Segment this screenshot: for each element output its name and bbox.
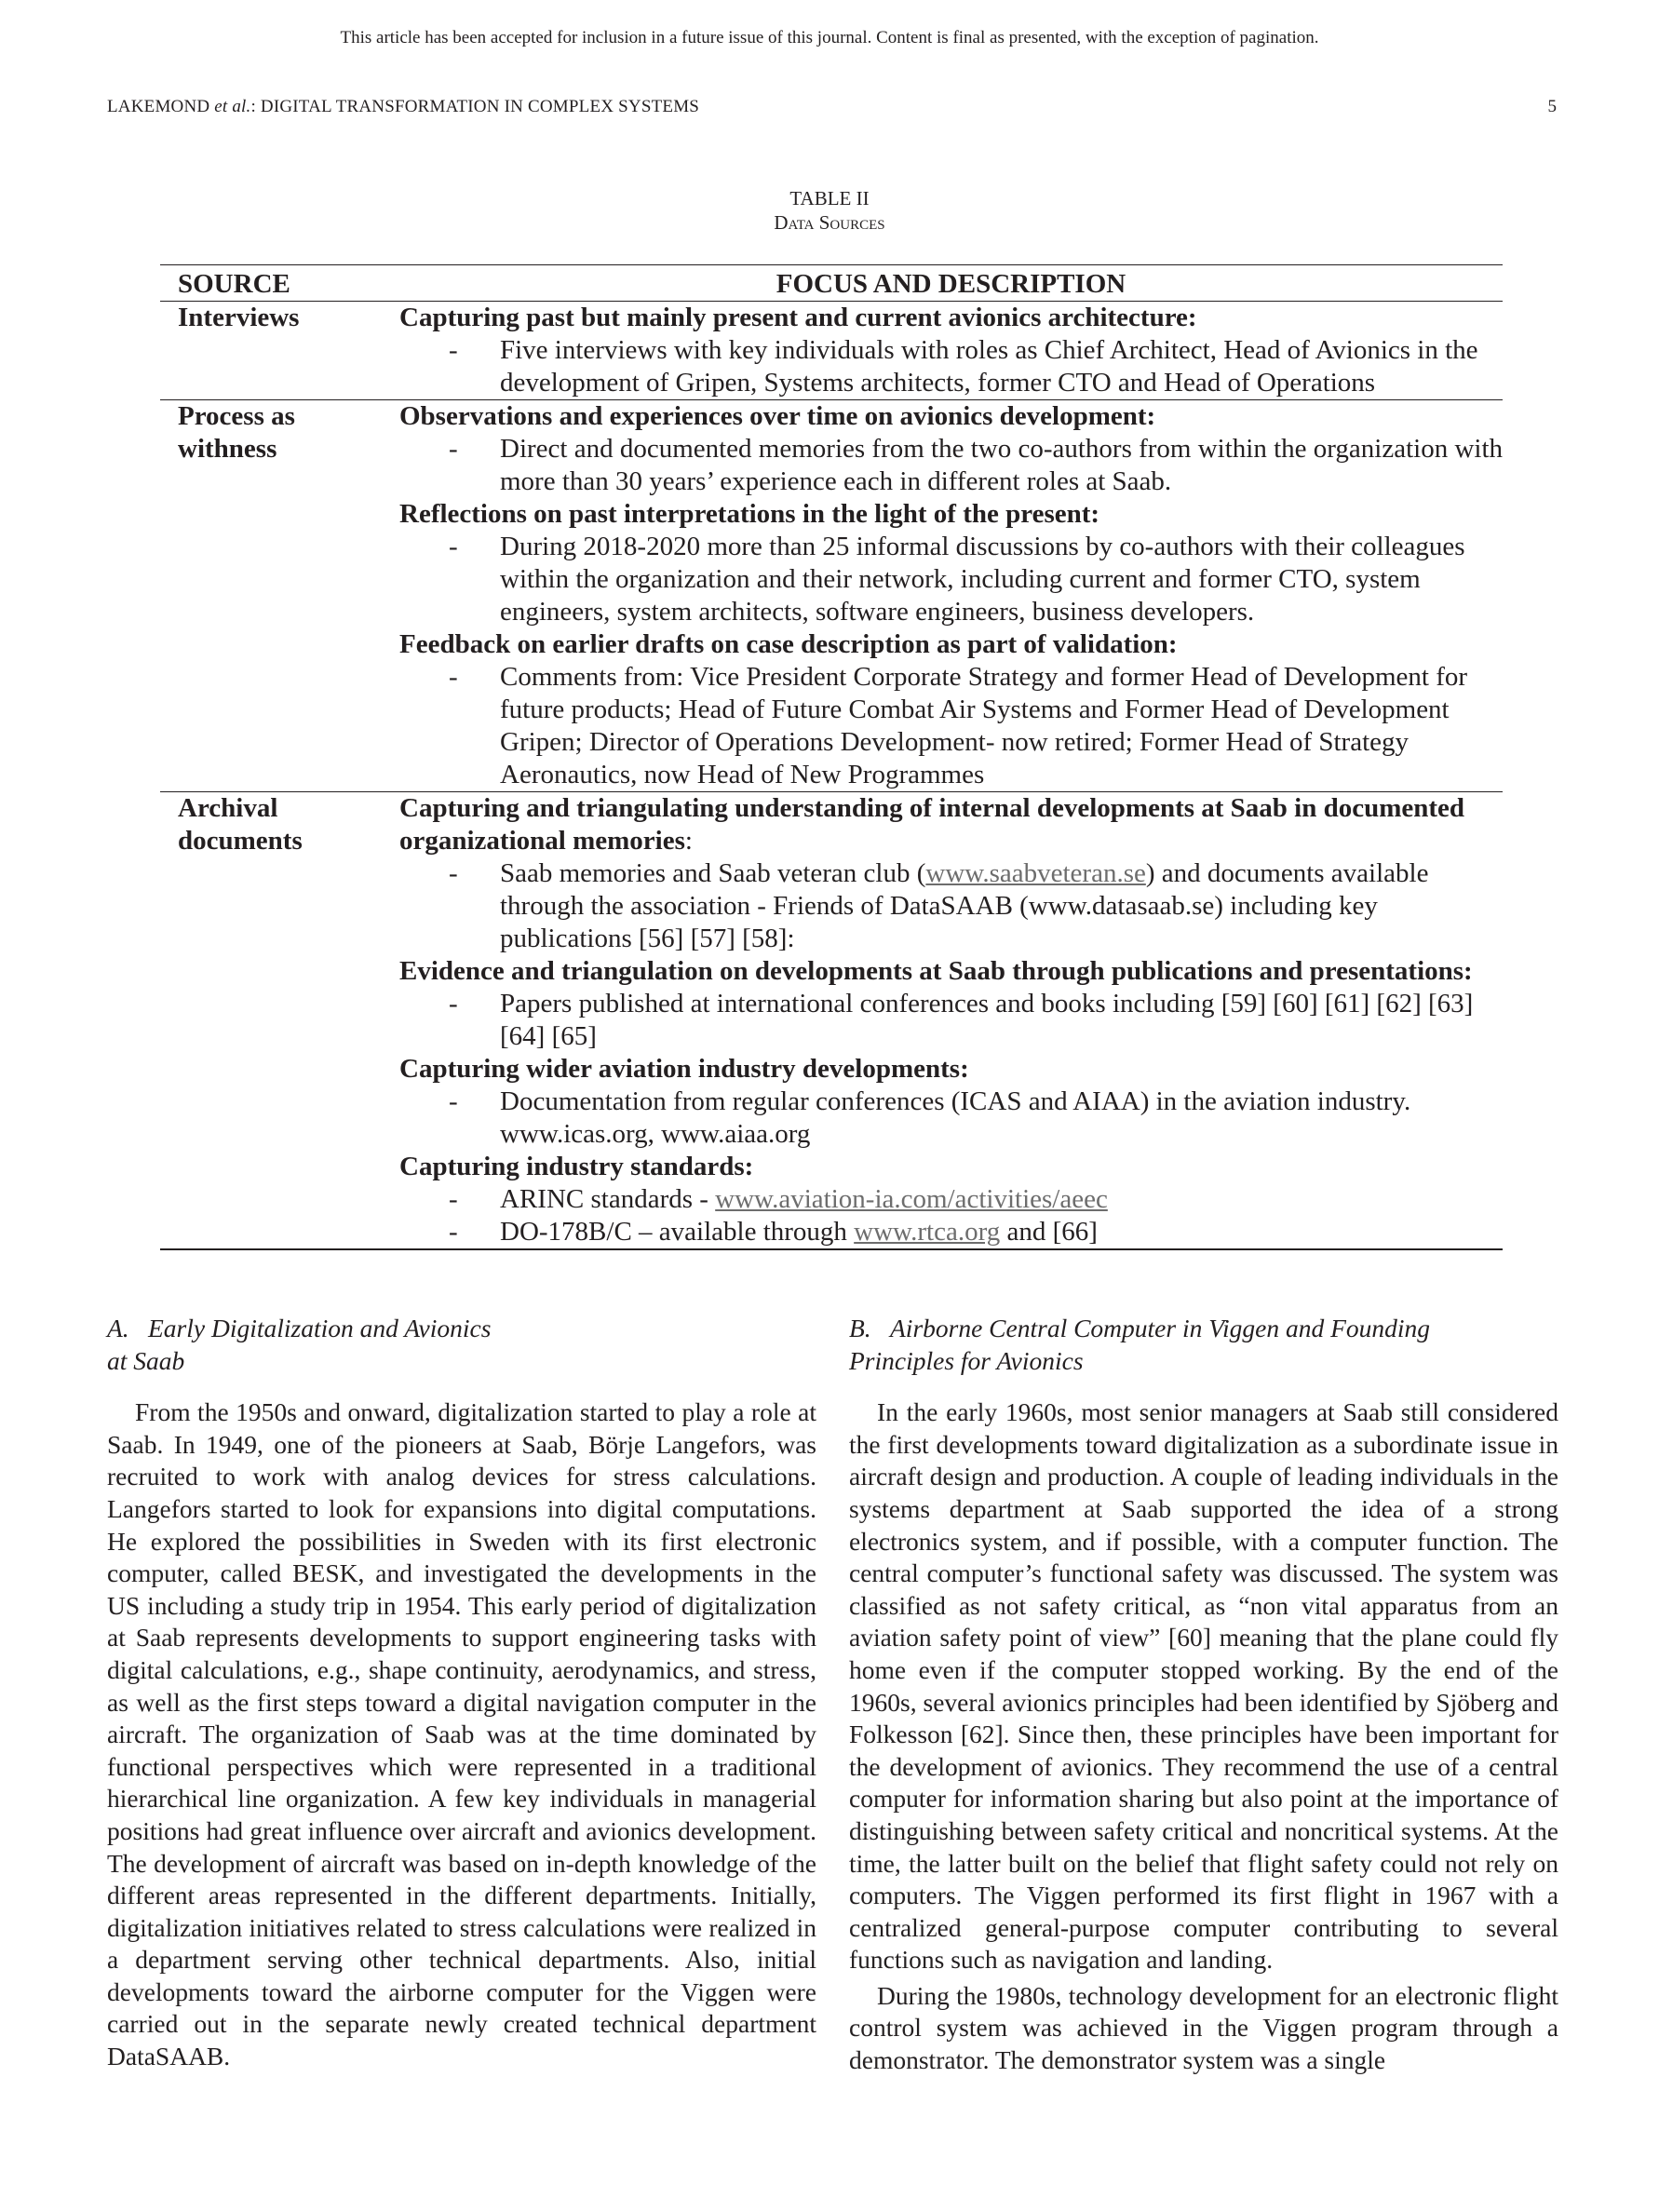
dash-marker: - — [449, 662, 458, 692]
bullet-item — [399, 661, 1503, 791]
section-heading-b — [849, 1313, 1558, 1377]
dash-marker: - — [449, 858, 458, 888]
section-heading: Observations and experiences over time on avionics development: — [399, 401, 1156, 431]
saabveteran-link[interactable]: www.saabveteran.se — [925, 858, 1146, 888]
bullet-text: Five interviews with key individuals with roles as Chief Architect, Head of Avionics in the development of Gripen, Systems architects, former CTO and Head of Operations — [500, 335, 1478, 398]
section-heading-line: Early Digitalization and Avionics — [148, 1314, 492, 1342]
source-label: Archival documents — [178, 793, 303, 856]
bullet-item — [399, 433, 1503, 498]
bullet-text: Documentation from regular conferences (ICAS and AIAA) in the aviation industry. www.icas.org, www.aiaa.org — [500, 1086, 1411, 1149]
running-head — [107, 97, 699, 117]
data-sources-table — [160, 264, 1503, 1250]
page-number: 5 — [1547, 97, 1557, 116]
bullet-item — [399, 1183, 1503, 1216]
section-heading: Capturing wider aviation industry developments: — [399, 1054, 969, 1084]
bullet-text: and [66] — [1000, 1217, 1098, 1247]
description-cell — [399, 302, 1503, 400]
section-heading: Feedback on earlier drafts on case description as part of validation: — [399, 629, 1178, 659]
table-caption — [0, 186, 1659, 235]
section-label: B. — [849, 1314, 871, 1342]
bullet-text: ARINC standards - — [500, 1184, 716, 1214]
section-heading-colon: : — [684, 826, 693, 856]
table-row — [160, 792, 1503, 1250]
section-heading-line: Airborne Central Computer in Viggen and Founding — [890, 1314, 1431, 1342]
column-header-focus: FOCUS AND DESCRIPTION — [399, 265, 1503, 302]
bullet-item — [399, 1086, 1503, 1151]
running-head-title: : DIGITAL TRANSFORMATION IN COMPLEX SYSTEMS — [250, 97, 700, 116]
bullet-text: During 2018-2020 more than 25 informal discussions by co-authors with their colleagues within the organization and their network, including current and former CTO, system engineers, system architects, software engineers, business developers. — [500, 532, 1465, 627]
bullet-item — [399, 988, 1503, 1053]
dash-marker: - — [449, 532, 458, 561]
aviation-ia-link[interactable]: www.aviation-ia.com/activities/aeec — [715, 1184, 1108, 1214]
bullet-item — [399, 1216, 1503, 1248]
dash-marker: - — [449, 1086, 458, 1116]
dash-marker: - — [449, 1217, 458, 1247]
bullet-text: Direct and documented memories from the two co-authors from within the organization with more than 30 years’ experience each in different roles at Saab. — [500, 434, 1504, 496]
dash-marker: - — [449, 989, 458, 1018]
bullet-item — [399, 531, 1503, 628]
section-heading: Capturing industry standards: — [399, 1152, 754, 1181]
table-row — [160, 400, 1503, 792]
body-paragraph: During the 1980s, technology development for an electronic flight control system was achieved in the Viggen program through a demonstrator. The demonstrator system was a single — [849, 1980, 1558, 2075]
bullet-item — [399, 334, 1503, 399]
bullet-text: Comments from: Vice President Corporate Strategy and former Head of Development for future products; Head of Future Combat Air Systems and Former Head of Development Gripen; Director of Operations Development- now retired; Former Head of Strategy Aeronautics, now Head of New Programmes — [500, 662, 1468, 789]
section-heading-text: Capturing and triangulating understanding of internal developments at Saab in documented organizational memories — [399, 793, 1465, 856]
source-cell — [160, 400, 399, 792]
section-heading: Reflections on past interpretations in the light of the present: — [399, 499, 1100, 529]
left-column — [107, 1313, 816, 2073]
section-heading-line: at Saab — [107, 1345, 185, 1375]
body-paragraph: In the early 1960s, most senior managers at Saab still considered the first developments toward digitalization as a subordinate issue in aircraft design and production. A couple of leading individuals in the systems department at Saab supported the idea of a strong electronics system, and if possible, with a computer function. The central computer’s functional safety was discussed. The system was classified as not safety critical, as “non vital apparatus from an aviation safety point of view” [60] meaning that the plane could fly home even if the computer stopped working. By the end of the 1960s, several avionics principles had been identified by Sjöberg and Folkesson [62]. Since then, these principles have been important for the development of avionics. They recommend the use of a central computer for information sharing but also point at the importance of distinguishing between safety critical and noncritical systems. At the time, the latter built on the belief that flight safety could not rely on computers. The Viggen performed its first flight in 1967 with a centralized general-purpose computer contributing to several functions such as navigation and landing. — [849, 1397, 1558, 1975]
bullet-text: DO-178B/C – available through — [500, 1217, 855, 1247]
dash-marker: - — [449, 434, 458, 464]
bullet-text: Saab memories and Saab veteran club ( — [500, 858, 926, 888]
source-cell — [160, 792, 399, 1250]
section-heading-a — [107, 1313, 816, 1377]
rtca-link[interactable]: www.rtca.org — [854, 1217, 1001, 1247]
table-number: TABLE II — [789, 187, 870, 209]
running-head-etal: et al. — [214, 97, 251, 116]
body-paragraph: From the 1950s and onward, digitalization started to play a role at Saab. In 1949, one of the pioneers at Saab, Börje Langefors, was recruited to work with analog devices for stress calculations. Langefors started to look for expansions into digital computations. He explored the possibilities in Sweden with its first electronic computer, called BESK, and investigated the developments in the US including a study trip in 1954. This early period of digitalization at Saab represents developments to support engineering tasks with digital calculations, e.g., shape continuity, aerodynamics, and stress, as well as the first steps toward a digital navigation computer in the aircraft. The organization of Saab was at the time dominated by functional perspectives which were represented in a traditional hierarchical line organization. A few key individuals in managerial positions had great influence over aircraft and avionics development. The development of aircraft was based on in-depth knowledge of the different areas represented in the different departments. Initially, digitalization initiatives related to stress calculations were realized in a department serving other technical departments. Also, initial developments toward the airborne computer for the Viggen were carried out in the separate newly created technical department DataSAAB. — [107, 1397, 816, 2071]
dash-marker: - — [449, 335, 458, 365]
right-column — [849, 1313, 1558, 2077]
bullet-text: Papers published at international conferences and books including [59] [60] [61] [62] [63] [64] [65] — [500, 989, 1474, 1051]
section-heading: Capturing past but mainly present and current avionics architecture: — [399, 303, 1197, 332]
acceptance-notice: This article has been accepted for inclusion in a future issue of this journal. Content is final as presented, with the exception of pagination. — [340, 28, 1319, 47]
table-row — [160, 302, 1503, 400]
dash-marker: - — [449, 1184, 458, 1214]
section-heading: Evidence and triangulation on developments at Saab through publications and presentations: — [399, 956, 1473, 986]
description-cell — [399, 400, 1503, 792]
column-header-source: SOURCE — [160, 265, 399, 302]
source-cell: Interviews — [160, 302, 399, 400]
running-head-author: LAKEMOND — [107, 97, 215, 116]
bullet-text: ) and documents available through the association - Friends of DataSAAB (www.datasaab.se) including key publications [56] [57] [58]: — [500, 858, 1429, 953]
section-heading-line: Principles for Avionics — [849, 1345, 1084, 1375]
table-header-row — [160, 265, 1503, 302]
description-cell — [399, 792, 1503, 1250]
section-heading — [399, 792, 1503, 857]
section-label: A. — [107, 1314, 129, 1342]
bullet-item — [399, 857, 1503, 955]
source-label: Process as withness — [178, 401, 295, 464]
table-title: Data Sources — [774, 211, 885, 234]
